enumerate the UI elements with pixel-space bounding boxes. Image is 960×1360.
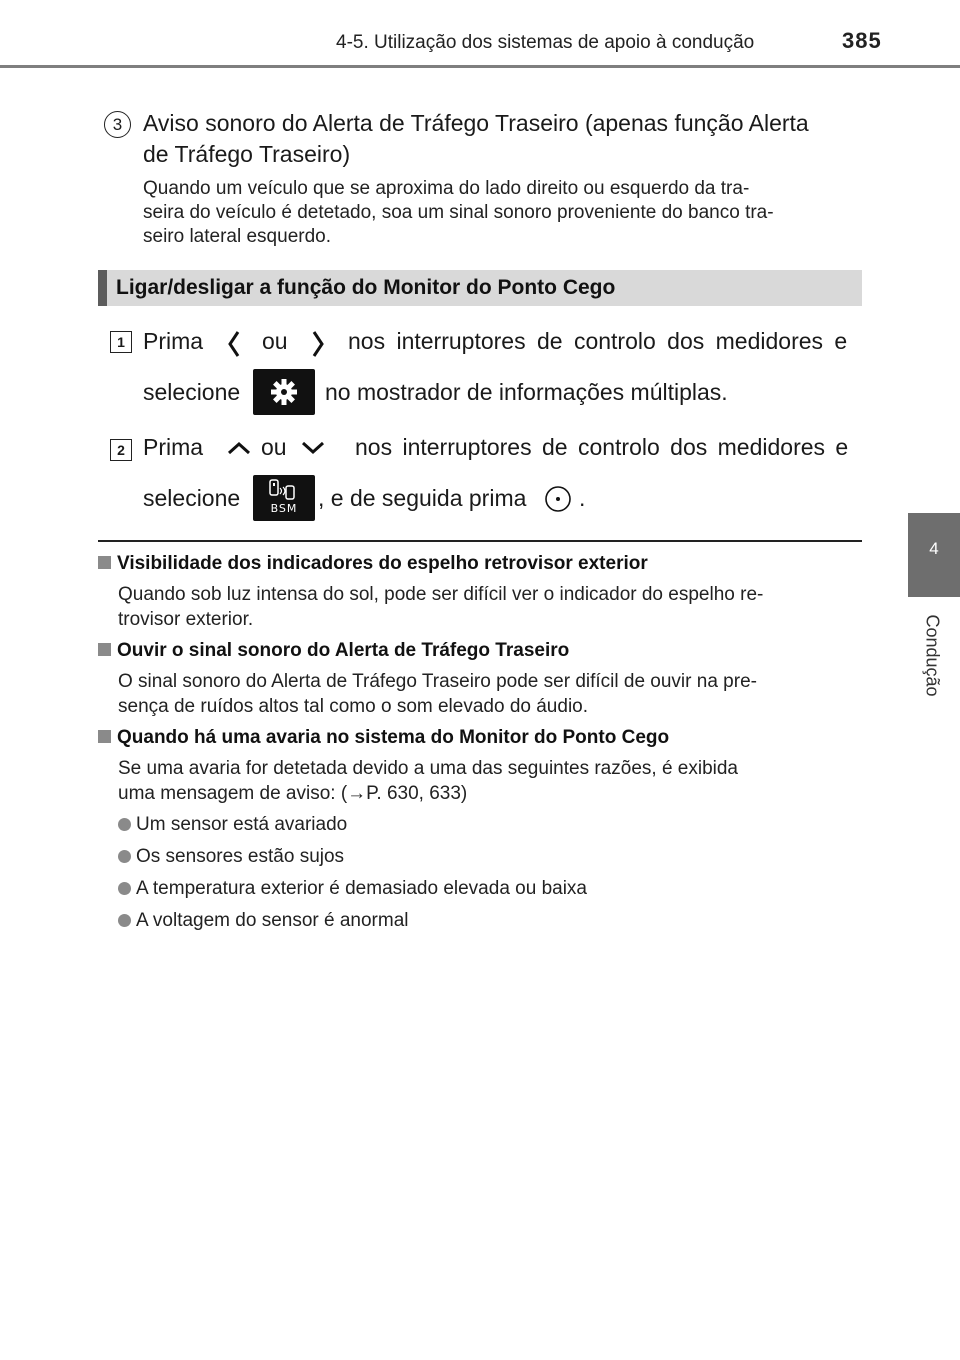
chevron-left-icon	[226, 330, 242, 358]
section-title: 4-5. Utilização dos sistemas de apoio à condução	[336, 32, 755, 53]
list-item	[118, 846, 344, 868]
chevron-right-icon	[310, 330, 326, 358]
note-heading	[98, 727, 669, 749]
note-heading-text: Visibilidade dos indicadores do espelho retrovisor exterior	[117, 553, 648, 574]
step2-ou: ou	[261, 434, 287, 460]
item-body-line: seira do veículo é detetado, soa um sinal sonoro proveniente do banco tra-	[143, 202, 774, 223]
list-item-text: Os sensores estão sujos	[136, 846, 345, 867]
note-body-line: sença de ruídos altos tal como o som elevado do áudio.	[118, 696, 589, 717]
section-heading-bar	[98, 270, 107, 306]
step-number-1: 1	[110, 331, 132, 353]
bsm-icon	[253, 475, 315, 521]
square-bullet-icon	[98, 730, 111, 743]
page-number: 385	[842, 28, 882, 53]
note-body-line: O sinal sonoro do Alerta de Tráfego Traseiro pode ser difícil de ouvir na pre-	[118, 671, 757, 692]
item-body-line: seiro lateral esquerdo.	[143, 226, 331, 247]
item-title	[143, 108, 855, 170]
note-heading	[98, 553, 648, 575]
step1-ou: ou	[262, 328, 288, 354]
step1-rest-text: nos interruptores de controlo dos medidores e	[348, 328, 848, 354]
chevron-down-icon	[300, 440, 326, 456]
bsm-label: BSM	[270, 502, 298, 515]
step1-selecione: selecione	[143, 379, 241, 405]
square-bullet-icon	[98, 643, 111, 656]
step2-selecione: selecione	[143, 485, 241, 511]
item-body	[143, 177, 855, 249]
note-heading	[98, 640, 569, 662]
note-body-line: trovisor exterior.	[118, 609, 254, 630]
circle-bullet-icon	[118, 818, 131, 831]
chapter-label: Condução	[922, 614, 943, 697]
note-heading-text: Ouvir o sinal sonoro do Alerta de Tráfego Traseiro	[117, 640, 570, 661]
circle-bullet-icon	[118, 850, 131, 863]
list-item-text: A voltagem do sensor é anormal	[136, 910, 409, 931]
note-body	[118, 582, 855, 632]
step-number-2: 2	[110, 439, 132, 461]
step2-tail: , e de seguida prima	[318, 485, 527, 511]
note-body-line: uma mensagem de aviso: (→P. 630, 633)	[118, 783, 468, 804]
square-bullet-icon	[98, 556, 111, 569]
list-item	[118, 814, 347, 836]
list-item	[118, 910, 409, 932]
chevron-up-icon	[226, 440, 252, 456]
list-item-text: A temperatura exterior é demasiado elevada ou baixa	[136, 878, 587, 899]
circle-bullet-icon	[118, 914, 131, 927]
header-rule	[0, 65, 960, 68]
note-body-line: Quando sob luz intensa do sol, pode ser difícil ver o indicador do espelho re-	[118, 584, 764, 605]
gear-icon	[253, 369, 315, 415]
step2-rest-text: nos interruptores de controlo dos medidores e	[355, 434, 849, 460]
note-body	[118, 756, 855, 806]
note-body	[118, 669, 855, 719]
item-title-line: de Tráfego Traseiro)	[143, 141, 351, 167]
step2-rest	[355, 434, 855, 461]
step1-tail: no mostrador de informações múltiplas.	[325, 379, 728, 405]
item-title-line: Aviso sonoro do Alerta de Tráfego Traseiro (apenas função Alerta	[143, 110, 809, 136]
item-number-circle: 3	[104, 111, 131, 138]
section-heading: Ligar/desligar a função do Monitor do Ponto Cego	[116, 276, 616, 299]
step1-rest	[348, 328, 855, 355]
circle-bullet-icon	[118, 882, 131, 895]
step2-end: .	[579, 485, 586, 511]
list-item-text: Um sensor está avariado	[136, 814, 348, 835]
chapter-number: 4	[929, 539, 939, 558]
ok-button-icon	[544, 485, 572, 513]
step1-prima: Prima	[143, 328, 204, 354]
note-heading-text: Quando há uma avaria no sistema do Monitor do Ponto Cego	[117, 727, 670, 748]
step2-prima: Prima	[143, 434, 204, 460]
note-body-line: Se uma avaria for detetada devido a uma das seguintes razões, é exibida	[118, 758, 738, 779]
list-item	[118, 878, 587, 900]
section-divider	[98, 540, 862, 542]
item-body-line: Quando um veículo que se aproxima do lado direito ou esquerdo da tra-	[143, 178, 750, 199]
